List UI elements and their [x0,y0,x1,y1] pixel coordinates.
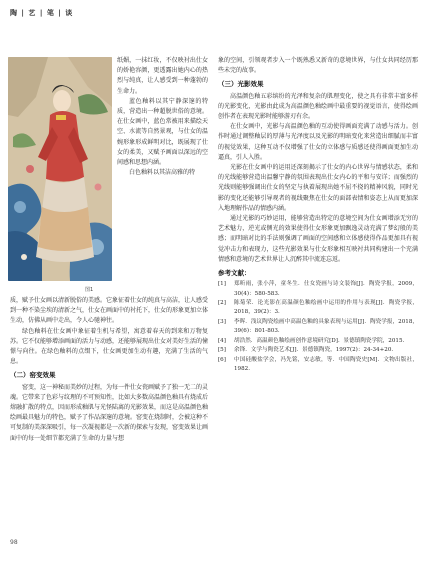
paragraph: 窑变，这一神秘而美妙的过程，为每一件仕女瓷画赋予了独一无二的灵魂。它带来了色彩与纹理的不可预知性，比如大多数高温颜色釉具有烧成后熔融扩散的特点，因而形成釉肌与光怪陆离的光影效果，而这是高温颜色釉绘画最具魅力的特色，赋予了作品深邃的意境。窑变在烧制时，会被这种不可复制的美深深吸引，每一次凝视都是一次新的探索与发现，窑变效果让画面中的每一处细节都充满了生命的力量与想 [10,383,209,442]
section-heading: （三）光影效果 [218,80,264,89]
figure-illustration [8,57,112,281]
porcelain-painting-figure [8,57,112,281]
reference-item: [5] 余锋．文学与陶瓷艺术[J]．景德镇陶瓷，1997(2)：24-34+20. [218,347,394,354]
paragraph: 蓝色釉料以其宁静深邃的特质，营造出一种超脱世俗的意境。在仕女画中，蓝色常被用来描绘天空、水流等自然景观，与仕女的温婉形象形成鲜明对比，既展现了仕女的柔美，又赋予画面以深远的空间感和思想内涵。 [117,97,208,167]
journal-header: 陶 | 艺 | 笔 | 谈 [10,9,74,17]
paragraph: 通过光影的巧妙运用，能够营造出特定的意境空间为仕女画增添无穷的艺术魅力，逆光或侧光的效果使得仕女形象更加飘逸灵动充满了梦幻般的美感；而明暗对比的手法则强调了画面的空间感和立体感使得作品更加具有视觉冲击力和表现力，这些光影效果与仕女形象相互映衬共同构建出一个充满情感和意境的艺术世界让人沉醉其中流连忘返。 [218,215,418,263]
reference-item: [3] 李晖．浅议陶瓷绘画中高温色釉的具象表现与运用[J]．陶瓷学报，2018，39(6)：801-803. [218,318,418,335]
narrow-text-column [117,56,208,178]
paragraph: 光影在仕女画中的运用还深刻揭示了仕女的内心世界与情感状态，柔和的光线能够营造出温馨宁静的氛围表现出仕女内心的平和与安详；而强烈的光线则能够强调出仕女的坚定与执着展现出她不屈不挠的精神风貌，同时光影的变化还能够引导观者的视线聚焦在仕女的面部表情和姿态上从而更加深入地理解作品的情感内涵。 [218,164,418,212]
reference-item: [2] 陈菊荣．论光影在高温颜色釉绘画中运用的作用与表现[J]．陶瓷学报，2018，39(2)：3. [218,300,418,316]
paragraph: 纸媚，一抹红妆，不仅映衬出仕女的娇艳容颜，更透露出她内心的热烈与纯真，让人感受到一种蓬勃的生命力。 [117,57,208,95]
paragraph: 高温颜色釉五彩缤纷的光泽和复杂的肌理变化，使之具有非常丰富多样的光影变化，光影由此成为高温颜色釉绘画中最重要的视觉语言，使得绘画创作者在表现光影时能够游刃有余。 [218,92,418,121]
paragraph: 象的空间，引领观者步入一个既熟悉又新奇的意境世界，与仕女共同经历那些未完的故事。 [218,57,418,75]
reference-list [218,280,418,374]
section-heading: （二）窑变效果 [10,371,56,380]
reference-item: [1] 郑昕雨，张小萍，童冬生．仕女瓷画与诗文装饰[J]．陶瓷学报，2009，30(4)：580-583. [218,281,418,297]
page-number: 98 [10,539,18,546]
right-text-column [218,56,418,374]
references-heading: 参考文献： [218,269,251,278]
paragraph: 白色釉料以其洁高雅的特 [129,169,196,177]
left-text-column [10,296,208,444]
reference-item: [6] 中国硅酸盐学会，冯先铭，安志敏，等．中国陶瓷史[M]．文物出版社，1982. [218,356,418,372]
paragraph: 绿色釉料在仕女画中象征着生机与希望，寓意着春天的到来和万物复苏。它不仅能够增添画面的活力与动感，还能够展现出仕女对美好生活的憧憬与向往。在绿色釉料的点缀下，仕女画更加生动有趣，充满了生活的气息。 [10,327,209,366]
paragraph: 质，赋予仕女画以清新脱俗的美感。它象征着仕女的纯真与高洁，让人感受到一种不染尘埃的清新之气，仕女在画面中的衬托下，仕女的形象更加立体生动，仿佛从画中走出，令人心驰神往。 [10,297,209,325]
reference-item: [4] 胡浩然．高温颜色釉绘画创作意境研究[D]．景德镇陶瓷学院，2015. [218,337,405,344]
paragraph: 在仕女画中，光影与高温颜色釉的互动使得画面充满了动感与活力。创作时通过调整釉层的厚薄与光泽度以及光影的明暗变化来营造出细腻而丰富的视觉效果，这种互动不仅增强了仕女的立体感与质感还使得画面更加生动逼真，引人入胜。 [218,123,418,161]
figure-caption: 图1 [85,287,94,293]
